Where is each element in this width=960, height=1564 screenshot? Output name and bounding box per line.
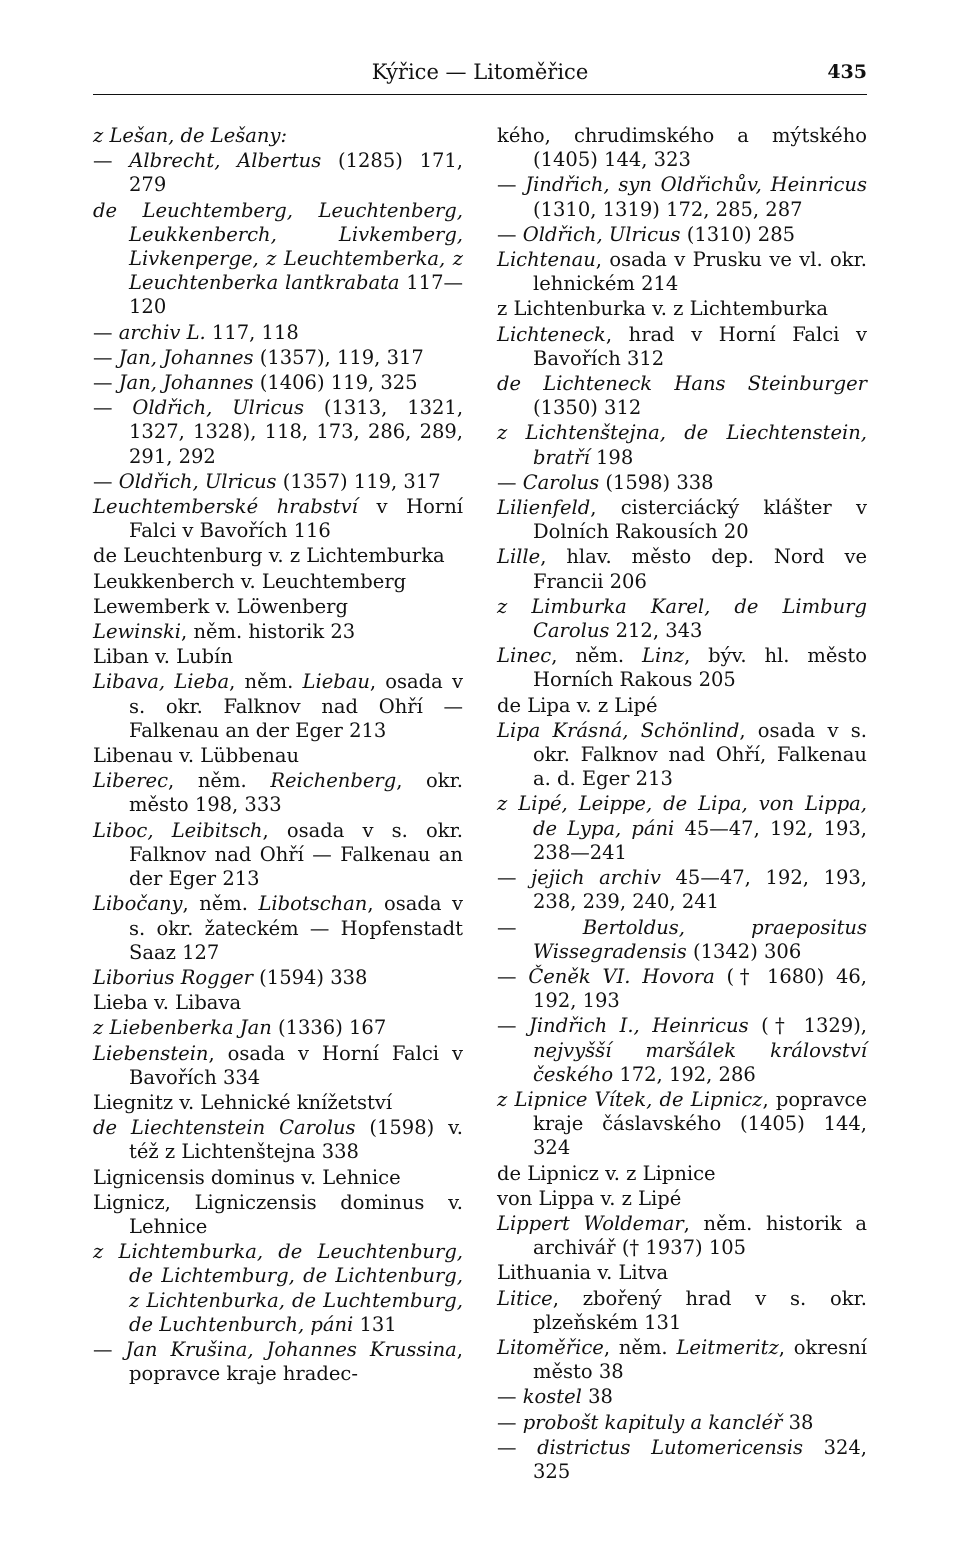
index-entry: de Liechtenstein Carolus (1598) v. též z Lichtenštejna 338 <box>93 1116 464 1164</box>
index-entry: de Leuchtenburg v. z Lichtemburka <box>93 544 445 568</box>
index-entry: — Jan, Johannes (1357), 119, 317 <box>93 345 424 369</box>
header-rule <box>93 94 867 95</box>
index-entry: Lewemberk v. Löwenberg <box>93 594 348 618</box>
index-entry: Lille, hlav. město dep. Nord ve Francii 206 <box>497 545 867 593</box>
index-entry: — archiv L. 117, 118 <box>93 320 299 344</box>
index-entry: — jejich archiv 45—47, 192, 193, 238, 239, 240, 241 <box>497 866 867 914</box>
index-entry: Liebenstein, osada v Horní Falci v Bavořích 334 <box>93 1041 463 1089</box>
index-entry: z Lichtenštejna, de Liechtenstein, bratří 198 <box>497 421 867 469</box>
index-entry: Lignicz, Ligniczensis dominus v. Lehnice <box>93 1190 463 1238</box>
index-entry: Lilienfeld, cisterciácký klášter v Dolních Rakousích 20 <box>497 496 867 544</box>
index-entry: von Lippa v. z Lipé <box>497 1186 682 1210</box>
running-header <box>93 60 867 94</box>
index-entry: Lichteneck, hrad v Horní Falci v Bavořích 312 <box>497 322 867 370</box>
index-entry: Lignicensis dominus v. Lehnice <box>93 1165 401 1189</box>
index-entry: Liegnitz v. Lehnické knížetství <box>93 1090 393 1114</box>
index-entry: Libočany, něm. Libotschan, osada v s. okr. žateckém — Hopfenstadt Saaz 127 <box>93 892 463 964</box>
index-entry: de Lipa v. z Lipé <box>497 693 658 717</box>
index-entry: — Bertoldus, praepositus Wissegradensis (1342) 306 <box>497 915 867 963</box>
index-entry: Libenau v. Lübbenau <box>93 744 300 768</box>
index-entry: kého, chrudimského a mýtského (1405) 144, 323 <box>497 124 867 172</box>
index-entry: — Čeněk VI. Hovora († 1680) 46, 192, 193 <box>497 964 867 1013</box>
index-entry: — Jindřich I., Heinricus († 1329), nejvyšší maršálek království českého 172, 192, 286 <box>497 1014 867 1086</box>
index-entry: — Jan Krušina, Johannes Krussina, popravce kraje hradec- <box>93 1337 463 1386</box>
index-entry: de Leuchtemberg, Leuchtenberg, Leukkenberch, Livkemberg, Livkenperge, z Leuchtemberka, z Leuchtenberka lantkrabata 117—120 <box>93 198 463 319</box>
index-entry: — districtus Lutomericensis 324, 325 <box>497 1435 867 1483</box>
index-entry: — Oldřich, Ulricus (1357) 119, 317 <box>93 469 441 493</box>
index-entry: — Albrecht, Albertus (1285) 171, 279 <box>93 149 463 197</box>
index-entry: z Liebenberka Jan (1336) 167 <box>93 1016 387 1040</box>
index-entry: Leukkenberch v. Leuchtemberg <box>93 569 407 593</box>
index-entry: Linec, něm. Linz, býv. hl. město Horních Rakous 205 <box>497 644 867 692</box>
index-entry: — Jindřich, syn Oldřichův, Heinricus (1310, 1319) 172, 285, 287 <box>497 173 867 221</box>
index-entry: Lieba v. Libava <box>93 991 242 1015</box>
index-entry: Lipa Krásná, Schönlind, osada v s. okr. Falknov nad Ohří, Falkenau a. d. Eger 213 <box>497 718 868 791</box>
index-entry: Lippert Woldemar, něm. historik a archivář († 1937) 105 <box>497 1211 867 1260</box>
index-entry: Lichtenau, osada v Prusku ve vl. okr. lehnickém 214 <box>497 248 867 296</box>
page-number: 435 <box>827 61 867 83</box>
index-entry: z Lichtenburka v. z Lichtemburka <box>497 297 828 321</box>
header-title: Kýřice — Litoměřice <box>371 60 589 84</box>
index-entry: Litoměřice, něm. Leitmeritz, okresní město 38 <box>497 1335 867 1384</box>
index-entry: z Limburka Karel, de Limburg Carolus 212, 343 <box>497 594 867 643</box>
index-entry: Liboc, Leibitsch, osada v s. okr. Falknov nad Ohří — Falkenau an der Eger 213 <box>93 818 463 891</box>
index-entry: de Lichteneck Hans Steinburger (1350) 312 <box>497 372 867 420</box>
index-entry: — Carolus (1598) 338 <box>497 470 714 494</box>
index-entry: de Lipnicz v. z Lipnice <box>497 1161 716 1185</box>
index-entry: Leuchtemberské hrabství v Horní Falci v Bavořích 116 <box>93 495 464 543</box>
index-column-right <box>497 124 867 1485</box>
index-entry: Libava, Lieba, něm. Liebau, osada v s. okr. Falknov nad Ohří — Falkenau an der Eger 213 <box>93 670 463 742</box>
index-entry: — kostel 38 <box>497 1385 613 1409</box>
index-column-left <box>93 124 463 1387</box>
index-entry: — probošt kapituly a kancléř 38 <box>497 1410 814 1434</box>
index-entry: z Lešan, de Lešany: <box>93 124 288 147</box>
index-entry: — Oldřich, Ulricus (1313, 1321, 1327, 1328), 118, 173, 286, 289, 291, 292 <box>93 396 464 468</box>
index-entry: — Jan, Johannes (1406) 119, 325 <box>93 371 418 395</box>
index-entry: Liborius Rogger (1594) 338 <box>93 965 368 989</box>
index-entry: Liban v. Lubín <box>93 645 233 669</box>
index-entry: Lewinski, něm. historik 23 <box>93 620 356 644</box>
index-entry: z Lichtemburka, de Leuchtenburg, de Lichtemburg, de Lichtenburg, z Lichtenburka, de Luchtemburg, de Luchtenburch, páni 131 <box>93 1240 463 1336</box>
index-entry: z Lipé, Leippe, de Lipa, von Lippa, de Lypa, páni 45—47, 192, 193, 238—241 <box>497 792 867 864</box>
index-entry: Litice, zbořený hrad v s. okr. plzeňském 131 <box>497 1286 867 1334</box>
index-entry: Lithuania v. Litva <box>497 1261 669 1285</box>
index-entry: — Oldřich, Ulricus (1310) 285 <box>497 222 796 246</box>
index-entry: z Lipnice Vítek, de Lipnicz, popravce kraje čáslavského (1405) 144, 324 <box>497 1087 867 1160</box>
index-entry: Liberec, něm. Reichenberg, okr. město 198, 333 <box>93 769 463 817</box>
